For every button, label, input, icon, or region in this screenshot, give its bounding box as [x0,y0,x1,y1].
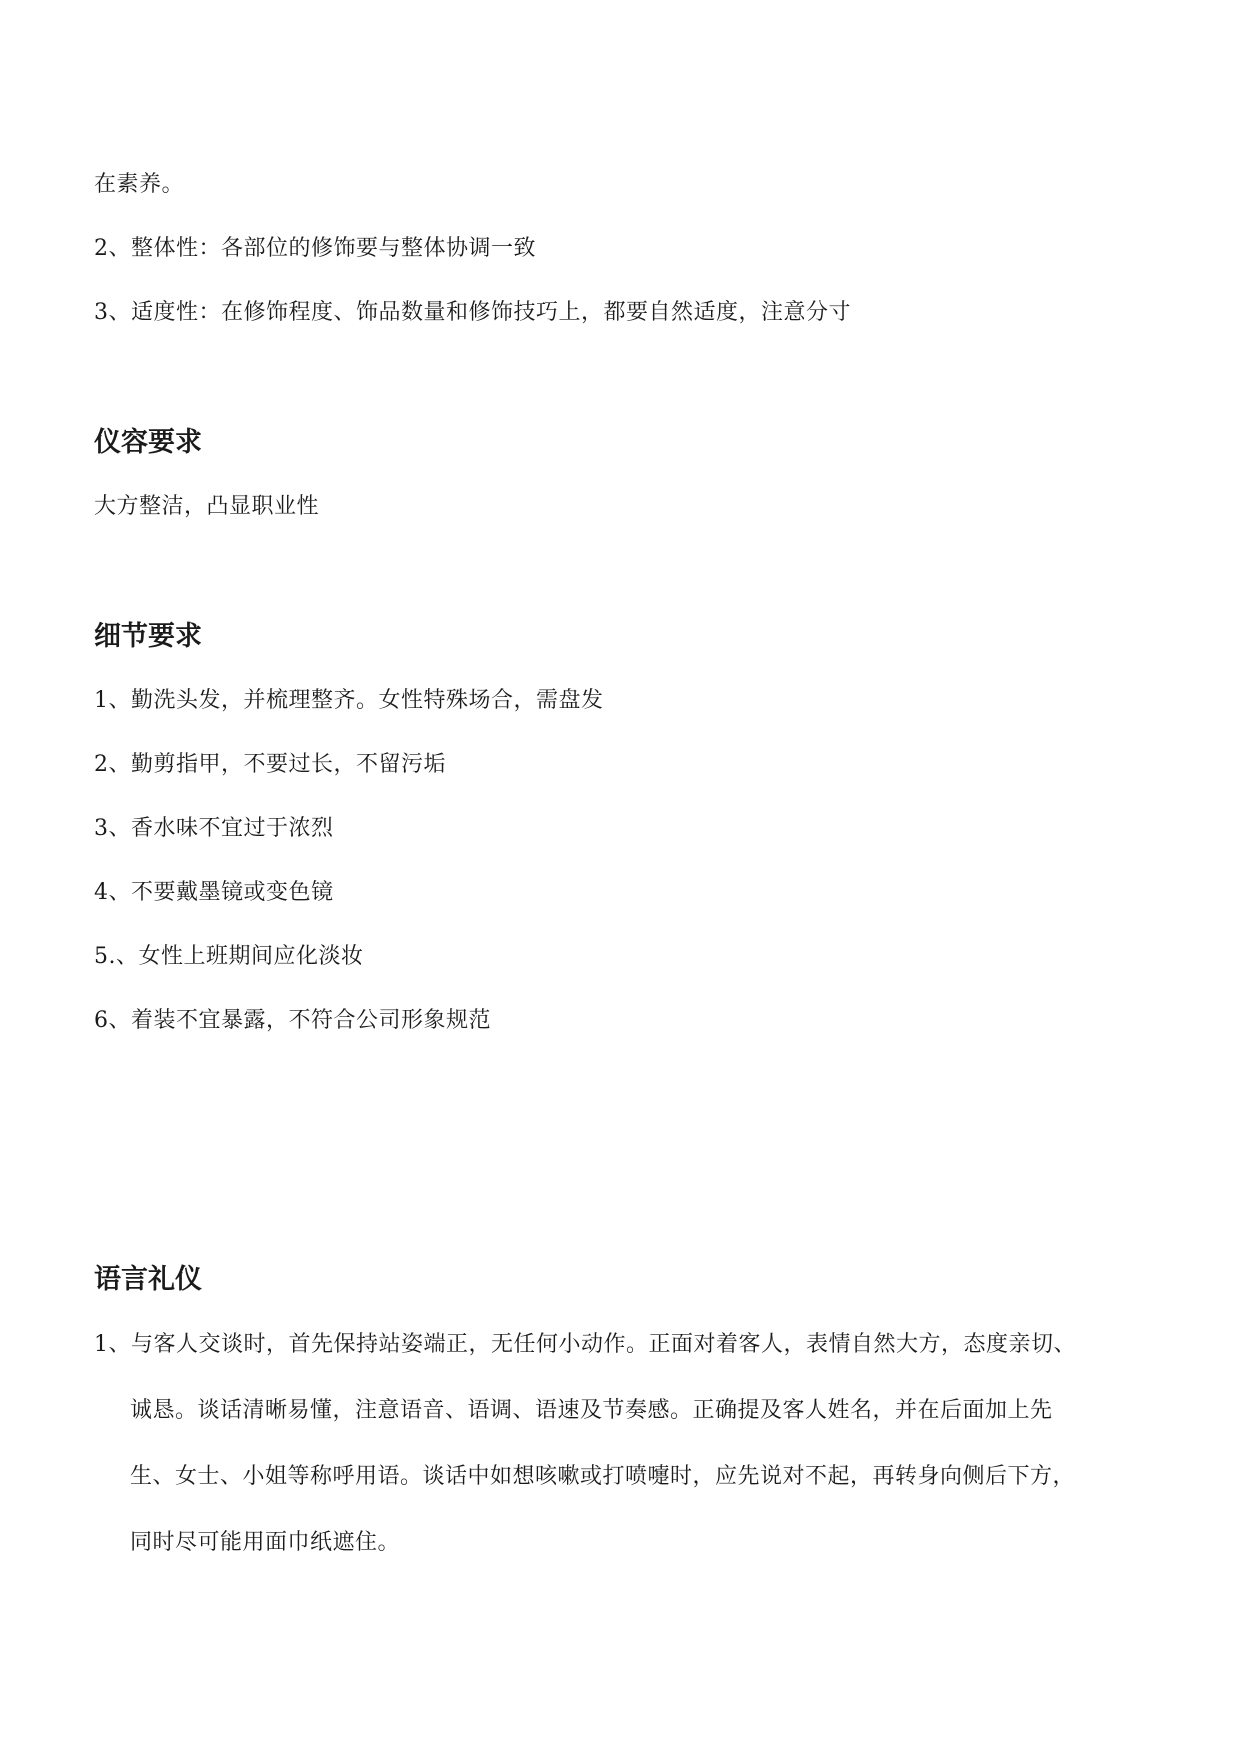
details-item-3: 3、香水味不宜过于浓烈 [94,816,334,841]
details-item-1: 1、勤洗头发，并梳理整齐。女性特殊场合，需盘发 [94,688,604,713]
details-item-5: 5.、女性上班期间应化淡妆 [94,944,364,969]
language-item-1 [94,1330,1144,1594]
principle-item-2: 2、整体性：各部位的修饰要与整体协调一致 [94,236,536,261]
language-heading: 语言礼仪 [94,1264,202,1295]
details-item-6: 6、着装不宜暴露，不符合公司形象规范 [94,1008,491,1033]
language-item-1-line-4: 同时尽可能用面巾纸遮住。 [130,1530,401,1555]
language-item-1-line-3: 生、女士、小姐等称呼用语。谈话中如想咳嗽或打喷嚏时，应先说对不起，再转身向侧后下方， [130,1464,1076,1489]
continuation-text: 在素养。 [94,172,185,197]
details-item-2: 2、勤剪指甲，不要过长，不留污垢 [94,752,446,777]
language-item-1-line-1: 1、与客人交谈时，首先保持站姿端正，无任何小动作。正面对着客人，表情自然大方，态度亲切、 [94,1332,1077,1357]
appearance-text: 大方整洁，凸显职业性 [94,494,320,519]
details-item-4: 4、不要戴墨镜或变色镜 [94,880,334,905]
details-heading: 细节要求 [94,621,202,652]
appearance-heading: 仪容要求 [94,427,202,458]
language-item-1-line-2: 诚恳。谈话清晰易懂，注意语音、语调、语速及节奏感。正确提及客人姓名，并在后面加上先 [130,1398,1053,1423]
principle-item-3: 3、适度性：在修饰程度、饰品数量和修饰技巧上，都要自然适度，注意分寸 [94,300,851,325]
